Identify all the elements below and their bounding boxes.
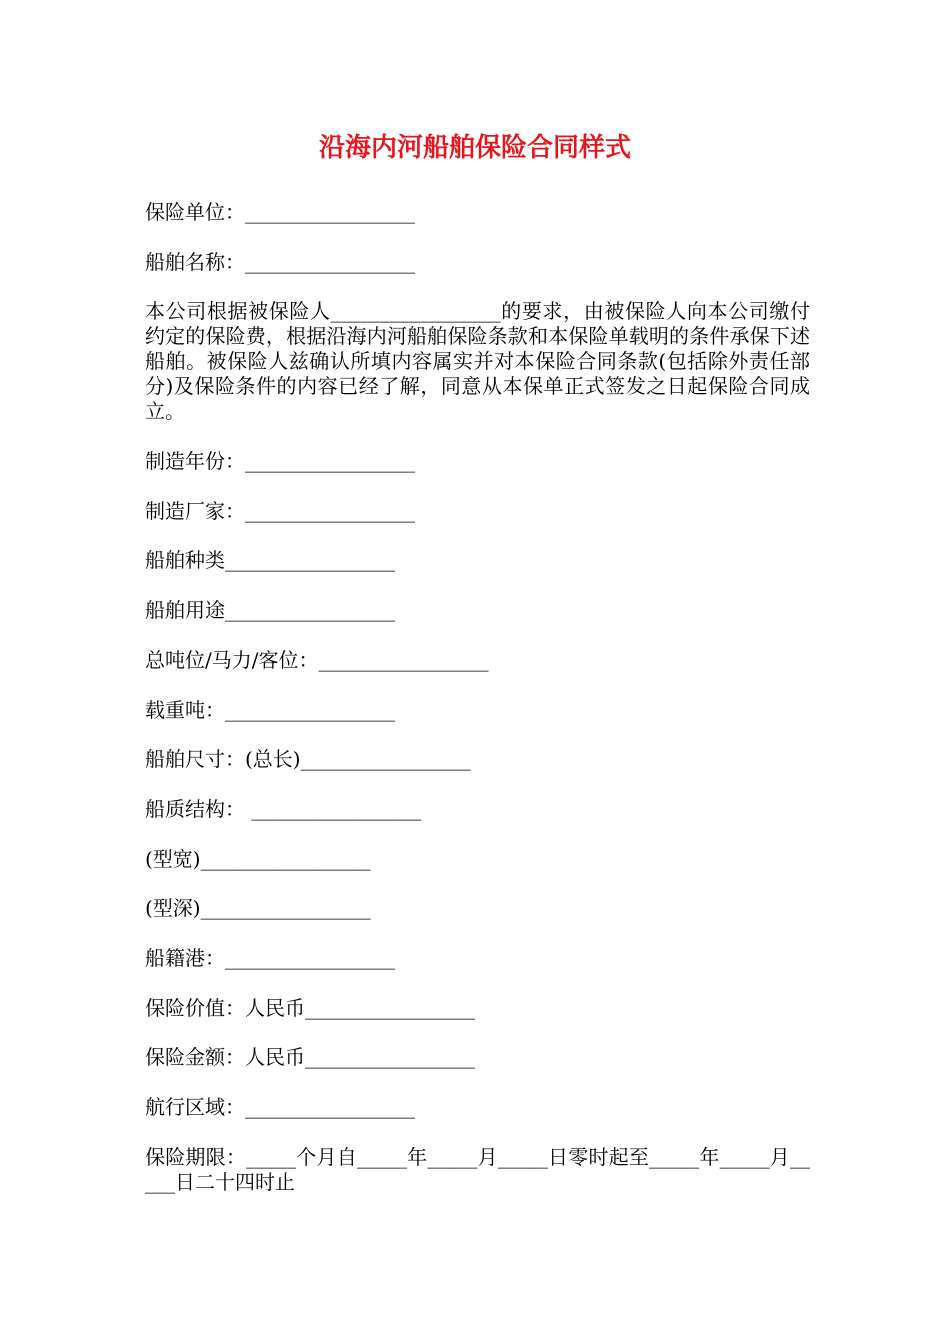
breadth-field: (型宽)_________________ [145, 847, 371, 871]
tonnage-field: 总吨位/马力/客位：_________________ [145, 648, 489, 672]
hull-structure-field: 船质结构： _________________ [145, 797, 422, 821]
insured-unit-field: 保险单位：_________________ [145, 200, 415, 224]
navigation-area-field: 航行区域：_________________ [145, 1095, 415, 1119]
insured-amount-field: 保险金额：人民币_________________ [145, 1045, 475, 1069]
manufacturer-field: 制造厂家：_________________ [145, 499, 415, 523]
ship-use-field: 船舶用途_________________ [145, 598, 395, 622]
dimensions-field: 船舶尺寸：(总长)_________________ [145, 747, 471, 771]
ship-type-field: 船舶种类_________________ [145, 548, 395, 572]
document-title: 沿海内河船舶保险合同样式 [318, 133, 631, 163]
deadweight-field: 载重吨：_________________ [145, 698, 395, 722]
intro-paragraph: 本公司根据被保险人_________________的要求，由被保险人向本公司缴付约定的保险费，根据沿海内河船舶保险条款和本保险单载明的条件承保下述船舶。被保险人兹确认所填内容属实并对本保险合同条款(包括除外责任部分)及保险条件的内容已经了解，同意从本保单正式签发之日起保险合同成立。 [145, 299, 810, 423]
insurance-period-field: 保险期限：_____个月自_____年_____月_____日零时起至_____年_____月_____日二十四时止 [145, 1145, 810, 1194]
ship-name-field: 船舶名称：_________________ [145, 250, 415, 274]
port-of-registry-field: 船籍港：_________________ [145, 946, 395, 970]
insured-value-field: 保险价值：人民币_________________ [145, 996, 475, 1020]
build-year-field: 制造年份：_________________ [145, 449, 415, 473]
depth-field: (型深)_________________ [145, 896, 371, 920]
